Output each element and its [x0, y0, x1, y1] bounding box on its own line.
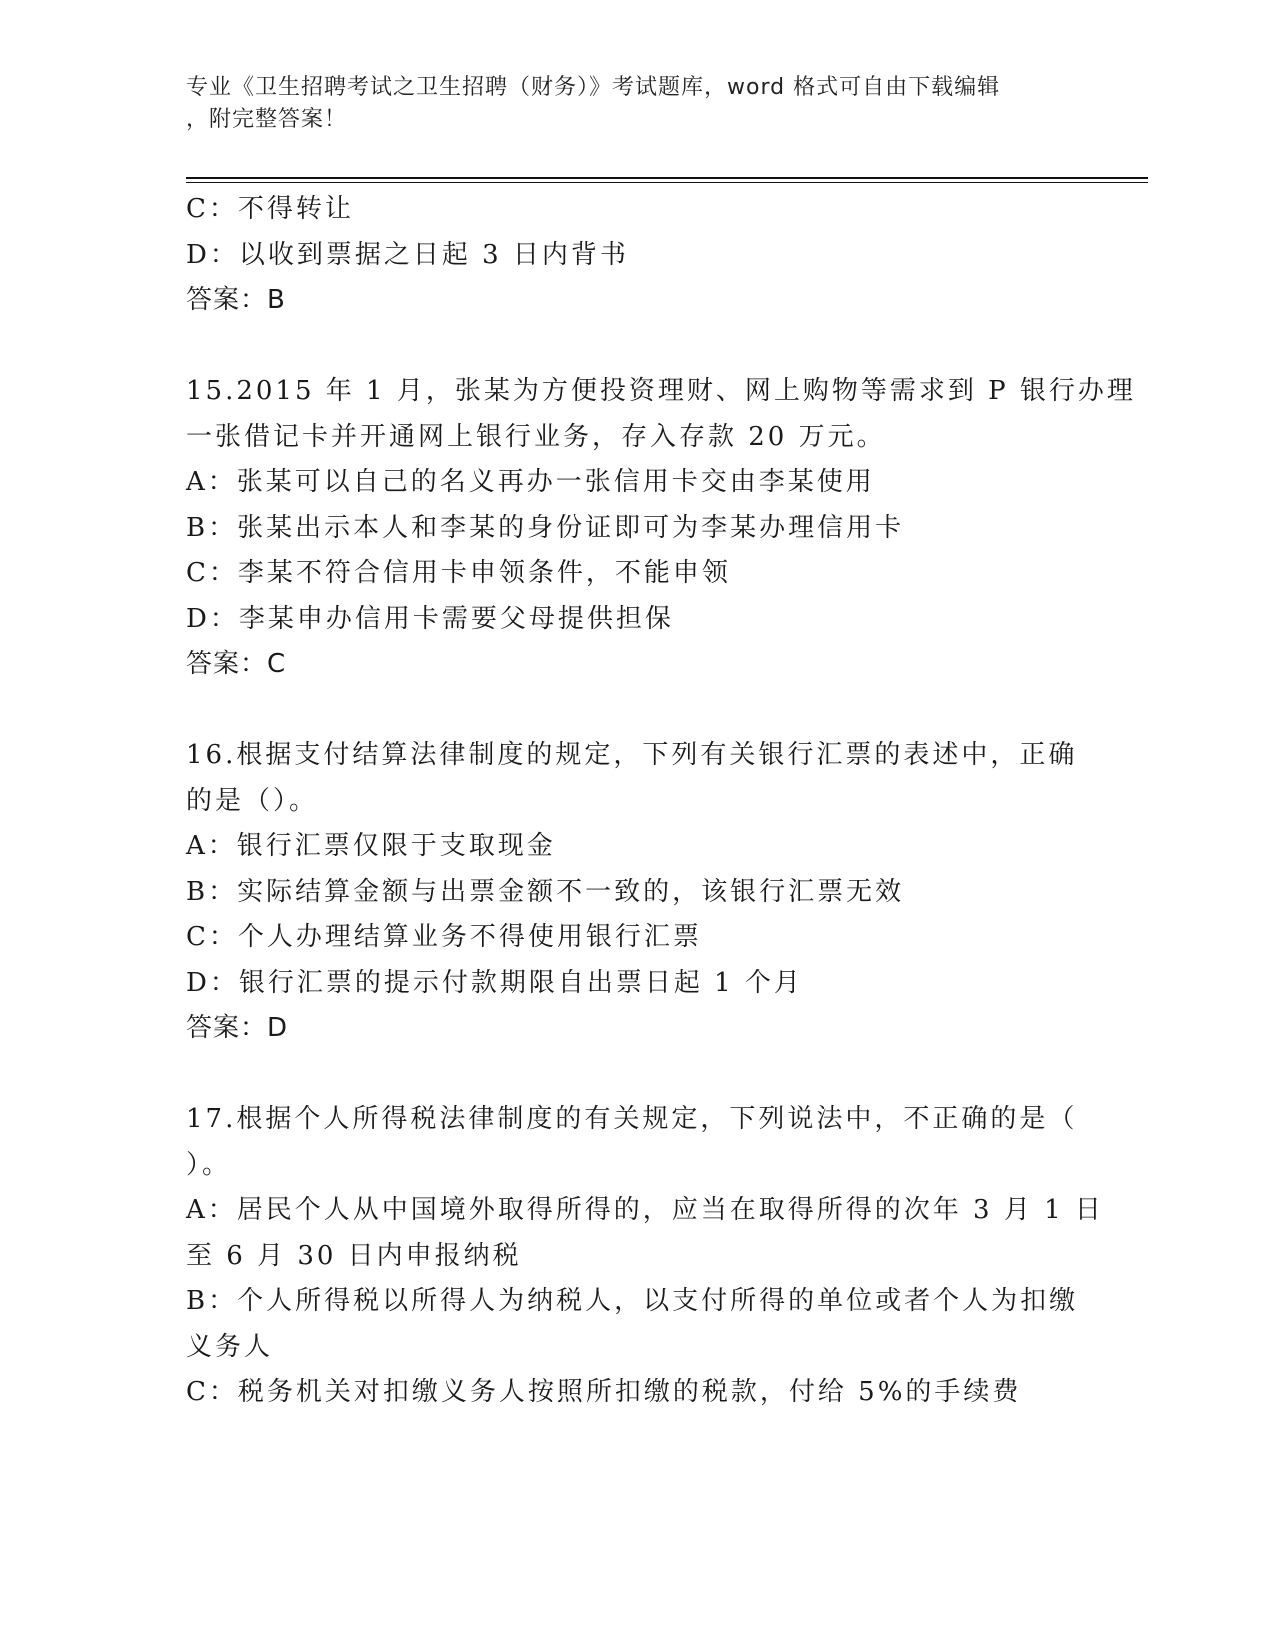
question-16	[186, 733, 1086, 1052]
q15-option-a: A：张某可以自己的名义再办一张信用卡交由李某使用	[186, 467, 875, 497]
q15-stem-line-1: 15.2015 年 1 月，张某为方便投资理财、网上购物等需求到 P 银行办理	[186, 376, 1136, 406]
q16-option-b: B：实际结算金额与出票金额不一致的，该银行汇票无效	[186, 876, 905, 907]
header-rule-thin	[186, 182, 1148, 183]
q15-option-c: C：李某不符合信用卡申领条件，不能申领	[186, 558, 731, 588]
q16-answer: 答案：D	[186, 1013, 289, 1043]
header-line-2: ，附完整答案！	[186, 107, 348, 132]
q17-option-c: C：税务机关对扣缴义务人按照所扣缴的税款，付给 5%的手续费	[186, 1377, 1022, 1407]
q17-option-a-line-1: A：居民个人从中国境外取得所得的，应当在取得所得的次年 3 月 1 日	[186, 1195, 1104, 1225]
q16-option-d: D：银行汇票的提示付款期限自出票日起 1 个月	[186, 967, 803, 998]
q16-stem-line-1: 16.根据支付结算法律制度的规定，下列有关银行汇票的表述中，正确	[186, 740, 1078, 770]
q15-answer: 答案：C	[186, 649, 287, 679]
q16-option-c: C：个人办理结算业务不得使用银行汇票	[186, 922, 702, 952]
q17-stem-line-1: 17.根据个人所得税法律制度的有关规定，下列说法中，不正确的是（	[186, 1104, 1078, 1134]
q16-option-a: A：银行汇票仅限于支取现金	[186, 831, 556, 861]
q17-option-a-line-2: 至 6 月 30 日内申报纳税	[186, 1240, 522, 1271]
q14-answer: 答案：B	[186, 285, 286, 315]
q17-option-b-line-1: B：个人所得税以所得人为纳税人，以支付所得的单位或者个人为扣缴	[186, 1286, 1079, 1316]
document-body	[186, 187, 1136, 1416]
q15-option-d: D：李某申办信用卡需要父母提供担保	[186, 603, 674, 634]
question-15	[186, 369, 1136, 688]
q15-stem-line-2: 一张借记卡并开通网上银行业务，存入存款 20 万元。	[186, 421, 886, 452]
question-14-tail	[186, 187, 1086, 324]
q15-option-b: B：张某出示本人和李某的身份证即可为李某办理信用卡	[186, 512, 905, 543]
q17-stem-line-2: ）。	[186, 1149, 232, 1180]
q14-option-d: D：以收到票据之日起 3 日内背书	[186, 239, 629, 270]
spacer	[186, 688, 1086, 734]
q14-option-c: C：不得转让	[186, 194, 354, 224]
q17-option-b-line-2: 义务人	[186, 1331, 274, 1362]
question-17	[186, 1097, 1104, 1416]
header-rule-thick	[186, 177, 1148, 179]
spacer	[186, 324, 1086, 370]
header-line-1: 专业《卫生招聘考试之卫生招聘（财务）》考试题库，word 格式可自由下载编辑	[186, 75, 1001, 100]
q16-stem-line-2: 的是（）。	[186, 785, 319, 816]
document-header	[186, 72, 1086, 136]
spacer	[186, 1052, 1086, 1098]
